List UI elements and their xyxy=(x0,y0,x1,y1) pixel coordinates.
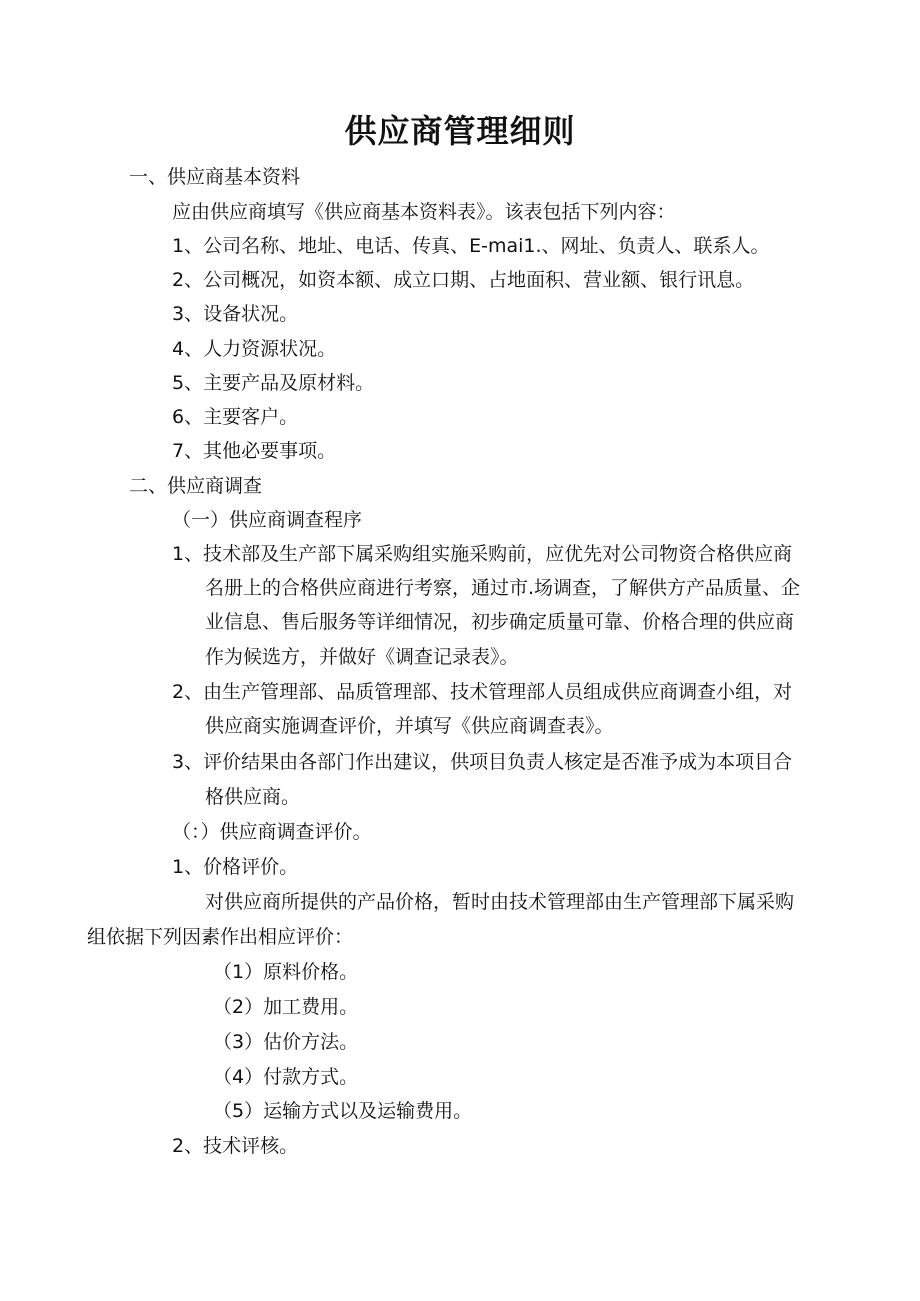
list-item-continuation: 格供应商。 xyxy=(205,786,301,808)
list-item-continuation: 名册上的合格供应商进行考察，通过市.场调查，了解供方产品质量、企 xyxy=(205,577,801,599)
paragraph-line: 应由供应商填写《供应商基本资料表》。该表包括下列内容： xyxy=(172,201,676,223)
subsection-heading: （一）供应商调查程序 xyxy=(172,509,363,531)
paragraph-line: 对供应商所提供的产品价格，暂时由技术管理部由生产管理部下属采购 xyxy=(205,891,795,913)
list-item: 3、设备状况。 xyxy=(172,303,299,325)
section-heading: 二、供应商调查 xyxy=(129,475,263,497)
list-item: 6、主要客户。 xyxy=(172,406,299,428)
list-item: 5、主要产品及原材料。 xyxy=(172,372,375,394)
sub-list-item: （4）付款方式。 xyxy=(213,1066,359,1088)
sub-list-item: （2）加工费用。 xyxy=(213,996,359,1018)
list-item: 2、由生产管理部、品质管理部、技术管理部人员组成供应商调查小组，对 xyxy=(172,681,793,703)
subsection-heading: （：）供应商调查评价。 xyxy=(172,821,372,843)
paragraph-line: 组依据下列因素作出相应评价： xyxy=(87,926,354,948)
list-item: 1、技术部及生产部下属采购组实施采购前，应优先对公司物资合格供应商 xyxy=(172,543,793,565)
list-item: 4、人力资源状况。 xyxy=(172,338,337,360)
sub-list-item: （1）原料价格。 xyxy=(213,961,359,983)
list-item-continuation: 供应商实施调查评价，并填写《供应商调查表》。 xyxy=(205,715,614,737)
sub-list-item: （3）估价方法。 xyxy=(213,1031,359,1053)
list-item: 2、公司概况，如资本额、成立口期、占地面积、营业额、银行讯息。 xyxy=(172,269,755,291)
document-title: 供应商管理细则 xyxy=(344,112,576,150)
list-item-continuation: 作为候选方，并做好《调查记录表》。 xyxy=(205,646,519,668)
list-item: 1、公司名称、地址、电话、传真、E-mai1.、网址、负责人、联系人。 xyxy=(172,235,770,257)
section-heading: 一、供应商基本资料 xyxy=(129,166,301,188)
list-item: 1、价格评价。 xyxy=(172,856,299,878)
sub-list-item: （5）运输方式以及运输费用。 xyxy=(213,1100,473,1122)
list-item: 3、评价结果由各部门作出建议，供项目负责人核定是否准予成为本项目合 xyxy=(172,751,793,773)
list-item-continuation: 业信息、售后服务等详细情况，初步确定质量可靠、价格合理的供应商 xyxy=(205,611,795,633)
list-item: 7、其他必要事项。 xyxy=(172,440,337,462)
list-item: 2、技术评核。 xyxy=(172,1135,299,1157)
